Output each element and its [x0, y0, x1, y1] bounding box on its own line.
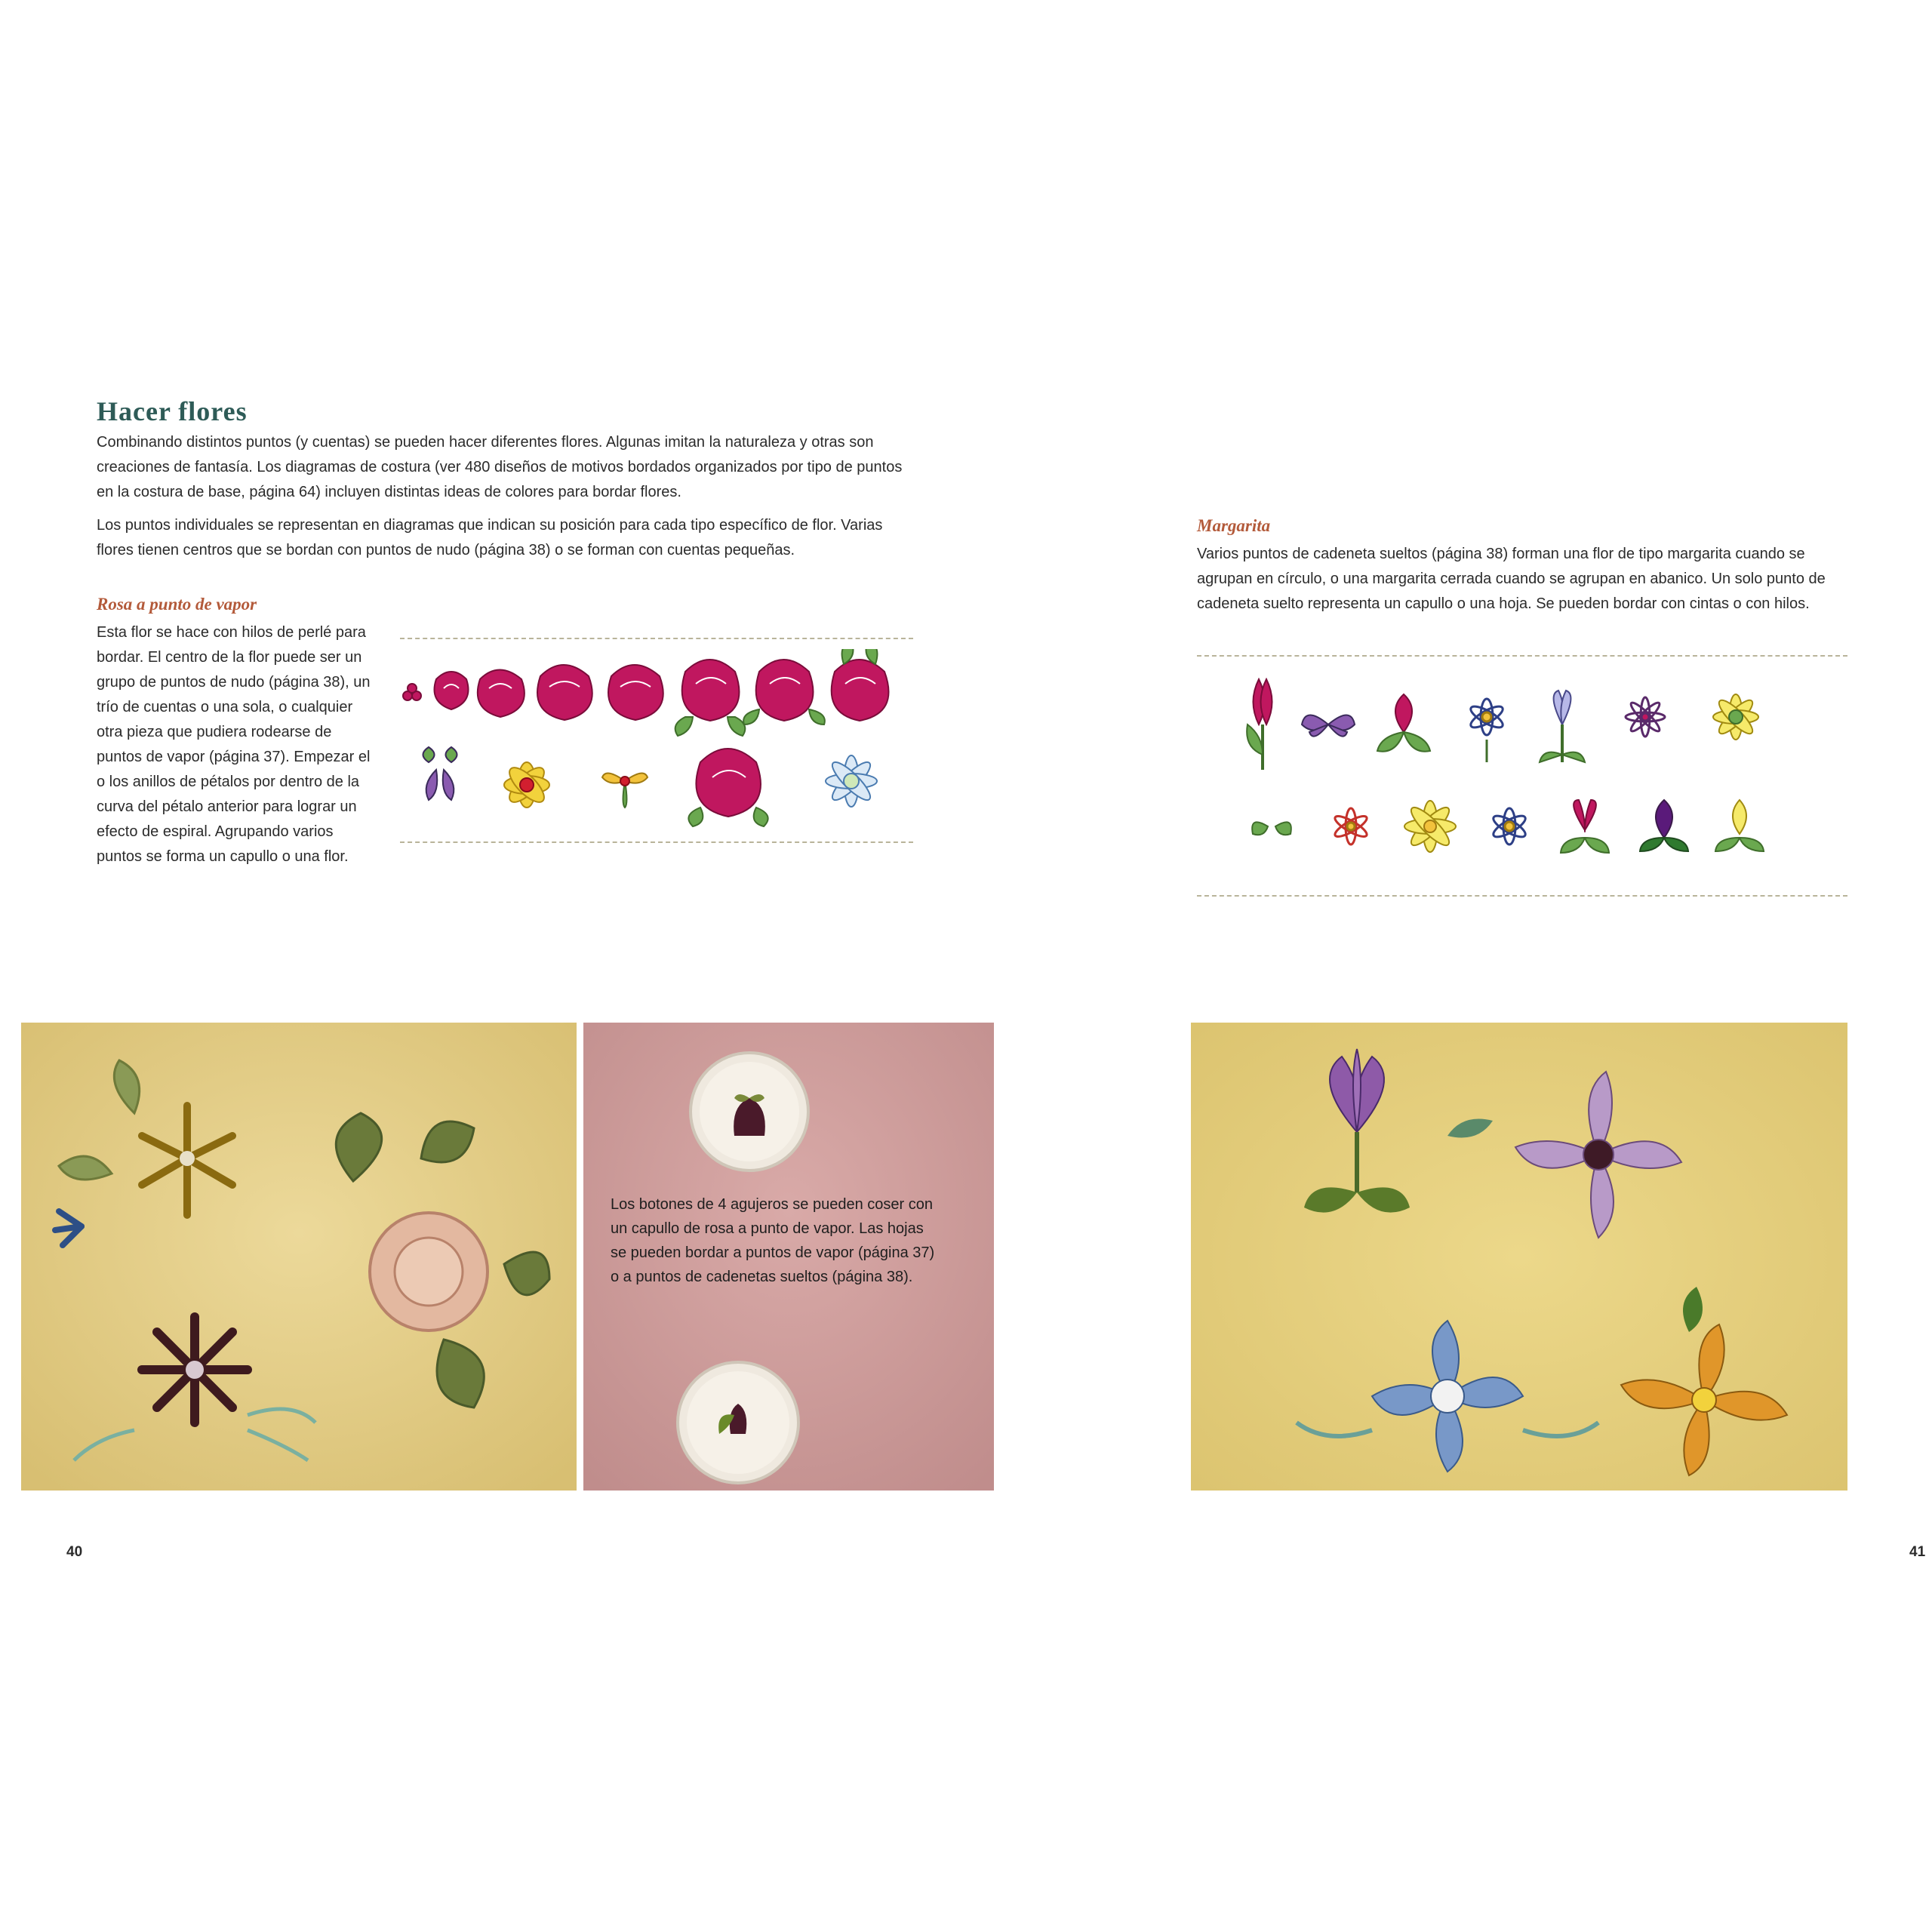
- rosa-heading: Rosa a punto de vapor: [97, 595, 257, 614]
- embroidered-buttons-pink-fabric: [583, 1023, 994, 1491]
- page-title: Hacer flores: [97, 396, 248, 426]
- embroidered-flowers-yellow-fabric: [21, 1023, 577, 1491]
- rose-stitch-diagrams: [398, 649, 915, 830]
- page-number-left: 40: [66, 1544, 83, 1560]
- divider-bottom-right: [1197, 895, 1847, 897]
- divider-bottom-left: [400, 841, 913, 843]
- rosa-description: Esta flor se hace con hilos de perlé para bordar. El centro de la flor puede ser un grupo de puntos de nudo (página 38), un trío de cuentas o una sola, o cualquier otra pieza que pudiera rodearse de puntos de vapor (página 37). Empezar el o los anillos de pétalos por dentro de la curva del pétalo anterior para lograr un efecto de espiral. Agrupando varios puntos se forma un capullo o una flor.: [97, 624, 371, 865]
- intro-paragraph-2: Los puntos individuales se representan en diagramas que indican su posición para cada tipo específico de flor. Varias flores tienen centros que se bordan con puntos de nudo (página 38) o se forman con cuentas pequeñas.: [97, 517, 883, 558]
- ribbon-flowers-yellow-fabric: [1191, 1023, 1847, 1491]
- daisy-stitch-diagrams: [1238, 672, 1811, 875]
- intro-paragraph-1: Combinando distintos puntos (y cuentas) se pueden hacer diferentes flores. Algunas imitan la naturaleza y otras son creaciones de fantasía. Los diagramas de costura (ver 480 diseños de motivos bordados organizados por tipo de puntos en la costura de base, página 64) incluyen distintas ideas de colores para bordar flores.: [97, 434, 903, 500]
- divider-top-left: [400, 638, 913, 639]
- margarita-heading: Margarita: [1197, 516, 1271, 535]
- margarita-description: Varios puntos de cadeneta sueltos (página 38) forman una flor de tipo margarita cuando se agrupan en círculo, o una margarita cerrada cuando se agrupan en abanico. Un solo punto de cadeneta suelto representa un capullo o una hoja. Se pueden bordar con cintas o con hilos.: [1197, 546, 1826, 612]
- divider-top-right: [1197, 655, 1847, 657]
- button-caption: Los botones de 4 agujeros se pueden coser con un capullo de rosa a punto de vapor. Las hojas se pueden bordar a puntos de vapor (página 37) o a puntos de cadenetas sueltos (página 38).: [611, 1196, 935, 1285]
- page-number-right: 41: [1909, 1544, 1926, 1560]
